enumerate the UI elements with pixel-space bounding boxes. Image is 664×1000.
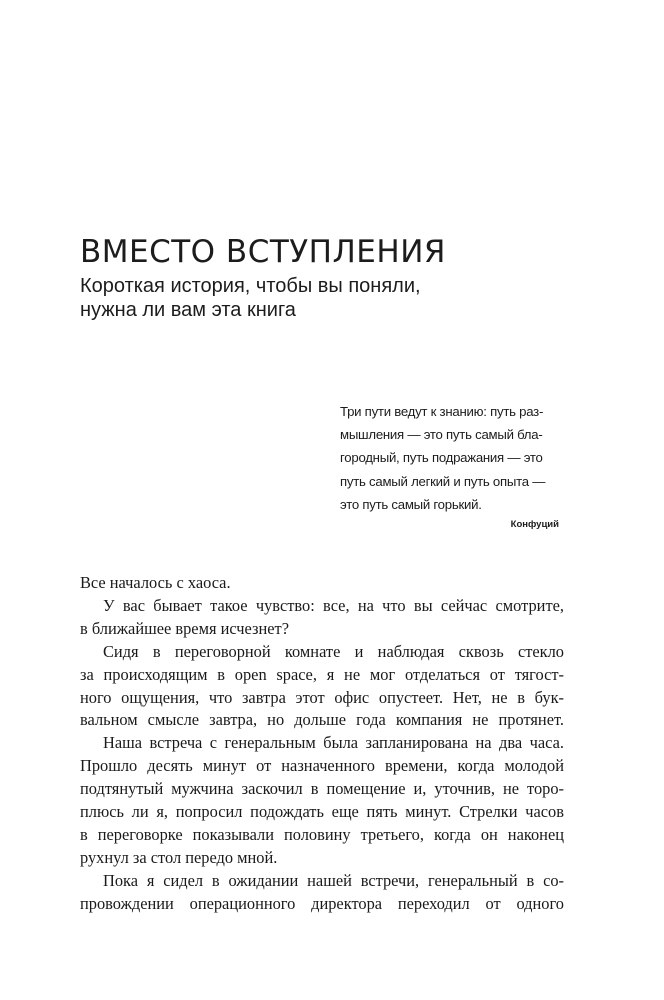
chapter-subtitle <box>80 274 580 322</box>
paragraph-line: У вас бывает такое чувство: все, на что вы сейчас смотрите, <box>103 595 564 615</box>
epigraph-line: это путь самый горький. <box>340 496 482 512</box>
paragraph-line: Наша встреча с генеральным была запланирована на два часа. <box>103 733 564 753</box>
paragraph-line: плюсь ли я, попросил подождать еще пять минут. Стрелки часов <box>80 802 564 822</box>
paragraph-line: в ближайшее время исчезнет? <box>80 618 289 638</box>
paragraph-line: Все началось с хаоса. <box>80 573 231 592</box>
epigraph <box>340 400 570 532</box>
epigraph-line: городный, путь подражания — это <box>340 450 543 466</box>
paragraph-line: вальном смысле завтра, но дольше года компания не протянет. <box>80 710 564 730</box>
paragraph-line: провождении операционного директора переходил от одного <box>80 893 564 913</box>
epigraph-line: мышления — это путь самый бла- <box>340 427 543 443</box>
paragraph-line: Сидя в переговорной комнате и наблюдая сквозь стекло <box>103 641 564 661</box>
paragraph-line: ного ощущения, что завтра этот офис опустеет. Нет, не в бук- <box>80 687 564 707</box>
epigraph-line: Три пути ведут к знанию: путь раз- <box>340 404 544 419</box>
body-text <box>80 572 564 916</box>
chapter-subtitle-line: нужна ли вам эта книга <box>80 299 296 321</box>
paragraph-line: Прошло десять минут от назначенного времени, когда молодой <box>80 756 564 776</box>
paragraph-line: рухнул за стол передо мной. <box>80 847 278 867</box>
epigraph-author: Конфуций <box>510 519 559 531</box>
paragraph-line: Пока я сидел в ожидании нашей встречи, генеральный в со- <box>103 870 564 890</box>
paragraph-line: за происходящим в open space, я не мог отделаться от тягост- <box>80 664 564 684</box>
chapter-subtitle-line: Короткая история, чтобы вы поняли, <box>80 275 421 297</box>
paragraph-line: подтянутый мужчина заскочил в помещение и, уточнив, не торо- <box>80 779 564 799</box>
chapter-title: ВМЕСТО ВСТУПЛЕНИЯ <box>80 234 446 270</box>
paragraph-line: в переговорке показывали половину третьего, когда он наконец <box>80 824 564 844</box>
epigraph-line: путь самый легкий и путь опыта — <box>340 473 546 489</box>
